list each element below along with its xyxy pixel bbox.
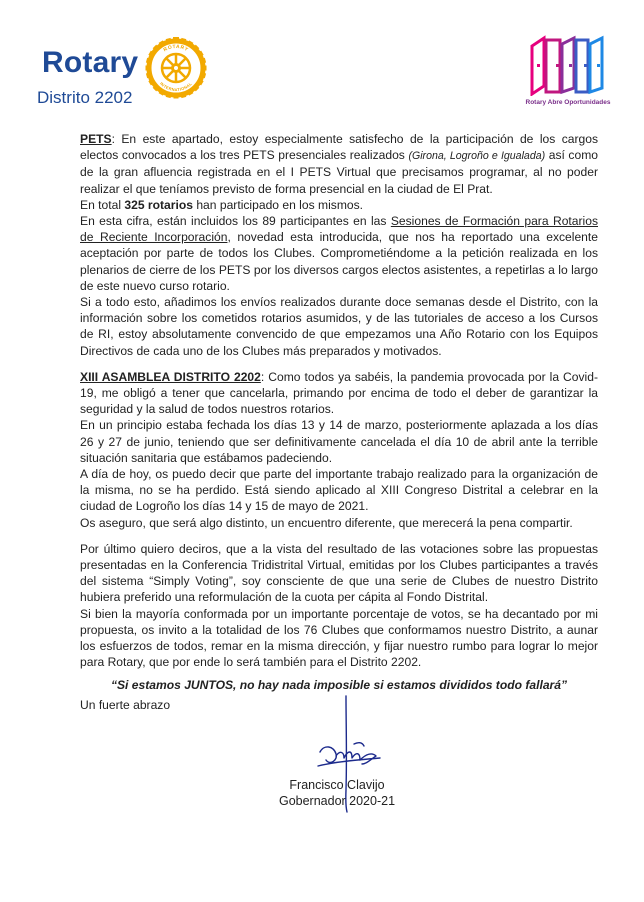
farewell-text: Un fuerte abrazo (80, 697, 171, 712)
pets-total (80, 197, 598, 213)
wheel-text-top: ROTARY (162, 43, 190, 54)
signatory-name: Francisco Clavijo (289, 778, 385, 792)
proposal-paragraph: Si bien la mayoría conformada por un importante porcentaje de votos, se ha decantado por mi propuesta, os invito a la totalidad de los 76 Clubes que conformamos nuestro Distrito, a aunar los esfuerzos de todos, remar en la misma dirección, y fijar nuestro rumbo para lograr lo mejor para Rotary, que por ende lo será también para el Distrito 2202. (80, 606, 598, 670)
asamblea-text: : Como todos ya sabéis, la pandemia provocada por la Covid-19, me obligó a tener que cancelarla, primando por encima de todo el deber de garantizar la seguridad y la salud de todos nuestros rotarios. (80, 369, 598, 417)
asamblea-closing-paragraph: Os aseguro, que será algo distinto, un encuentro diferente, que merecerá la pena compartir. (80, 515, 573, 530)
motto-quote: “Si estamos JUNTOS, no hay nada imposible si estamos divididos todo fallará” (110, 677, 568, 692)
pets-text-continued: así como de la gran afluencia registrada en el I PETS Virtual que precisamos programar, al no poder realizar el que teníamos previsto de forma presencial en la ciudad de El Prat. (80, 148, 598, 196)
rotary-opportunities-logo (524, 30, 610, 110)
district-label: Distrito 2202 (37, 88, 133, 107)
asamblea-congress-paragraph: A día de hoy, os puedo decir que parte del importante trabajo realizado para la organización de la misma, no se ha perdido. Está siendo aplicado al XIII Congreso Distrital a celebrar en la ciudad de Logroño los días 14 y 15 de mayo de 2021. (80, 467, 598, 514)
signatory-role: Gobernador 2020-21 (278, 794, 396, 809)
pets-total-count: 325 rotarios (124, 197, 193, 212)
pets-paragraph (80, 131, 598, 197)
asamblea-dates-paragraph: En un principio estaba fechada los días 13 y 14 de marzo, posteriormente aplazada a los días 26 y 27 de junio, teniendo que ser definitivamente cancelada el día 10 de abril ante la terrible situación sanitaria que estábamos padeciendo. (80, 418, 598, 465)
pets-heading: PETS (80, 132, 112, 146)
logo-tagline: Rotary Abre Oportunidades (525, 99, 611, 106)
wheel-text-bottom: INTERNATIONAL (158, 80, 193, 93)
doors-icon (530, 34, 604, 96)
pets-sessions-title: Sesiones de Formación para Rotarios de Reciente Incorporación (80, 214, 598, 245)
pets-places: (Girona, Logroño e Igualada) (408, 150, 546, 163)
pets-total-prefix: En total (80, 197, 125, 212)
rotary-logo (36, 36, 206, 106)
asamblea-paragraph (80, 369, 598, 418)
signatory-block (252, 777, 422, 809)
pets-conclusion-paragraph: Si a todo esto, añadimos los envíos realizados durante doce semanas desde el Distrito, con la información sobre los cometidos rotarios asumidos, y de las tutoriales de acceso a los Cursos de RI, estoy absolutamente convencido de que empezamos una Año Rotario con los Equipos Directivos de cada uno de los Clubes más preparados y motivados. (80, 295, 598, 358)
pets-sessions-prefix: En esta cifra, están incluidos los 89 participantes en las (80, 214, 391, 229)
asamblea-heading: XIII ASAMBLEA DISTRITO 2202 (80, 369, 261, 384)
pets-sessions-suffix: , novedad esta introducida, que nos ha reportado una excelente aceptación por parte de todos los Clubes. Comprometiéndome a la petición realizada en los plenarios de cierre de los PETS por los diversos cargos electos asistentes, a repetirlas a lo largo de este nuevo curso rotario. (80, 230, 598, 293)
voting-paragraph: Por último quiero deciros, que a la vista del resultado de las votaciones sobre las propuestas presentadas en la Conferencia Tridistrital Virtual, emitidas por los Clubes participantes a través del sistema “Simply Voting”, soy consciente de que una serie de Clubes de nuestro Distrito hubiera preferido una reformulación de la cuota per cápita al Fondo Distrital. (80, 541, 598, 605)
letter-body (80, 131, 598, 713)
rotary-wheel-icon (144, 36, 208, 100)
rotary-wordmark: Rotary (42, 46, 139, 79)
pets-total-suffix: han participado en los mismos. (192, 197, 364, 212)
pets-text: : En este apartado, estoy especialmente satisfecho de la participación de los cargos electos convocados a los tres PETS presenciales realizados (80, 132, 598, 163)
pets-sessions-paragraph (80, 213, 598, 294)
